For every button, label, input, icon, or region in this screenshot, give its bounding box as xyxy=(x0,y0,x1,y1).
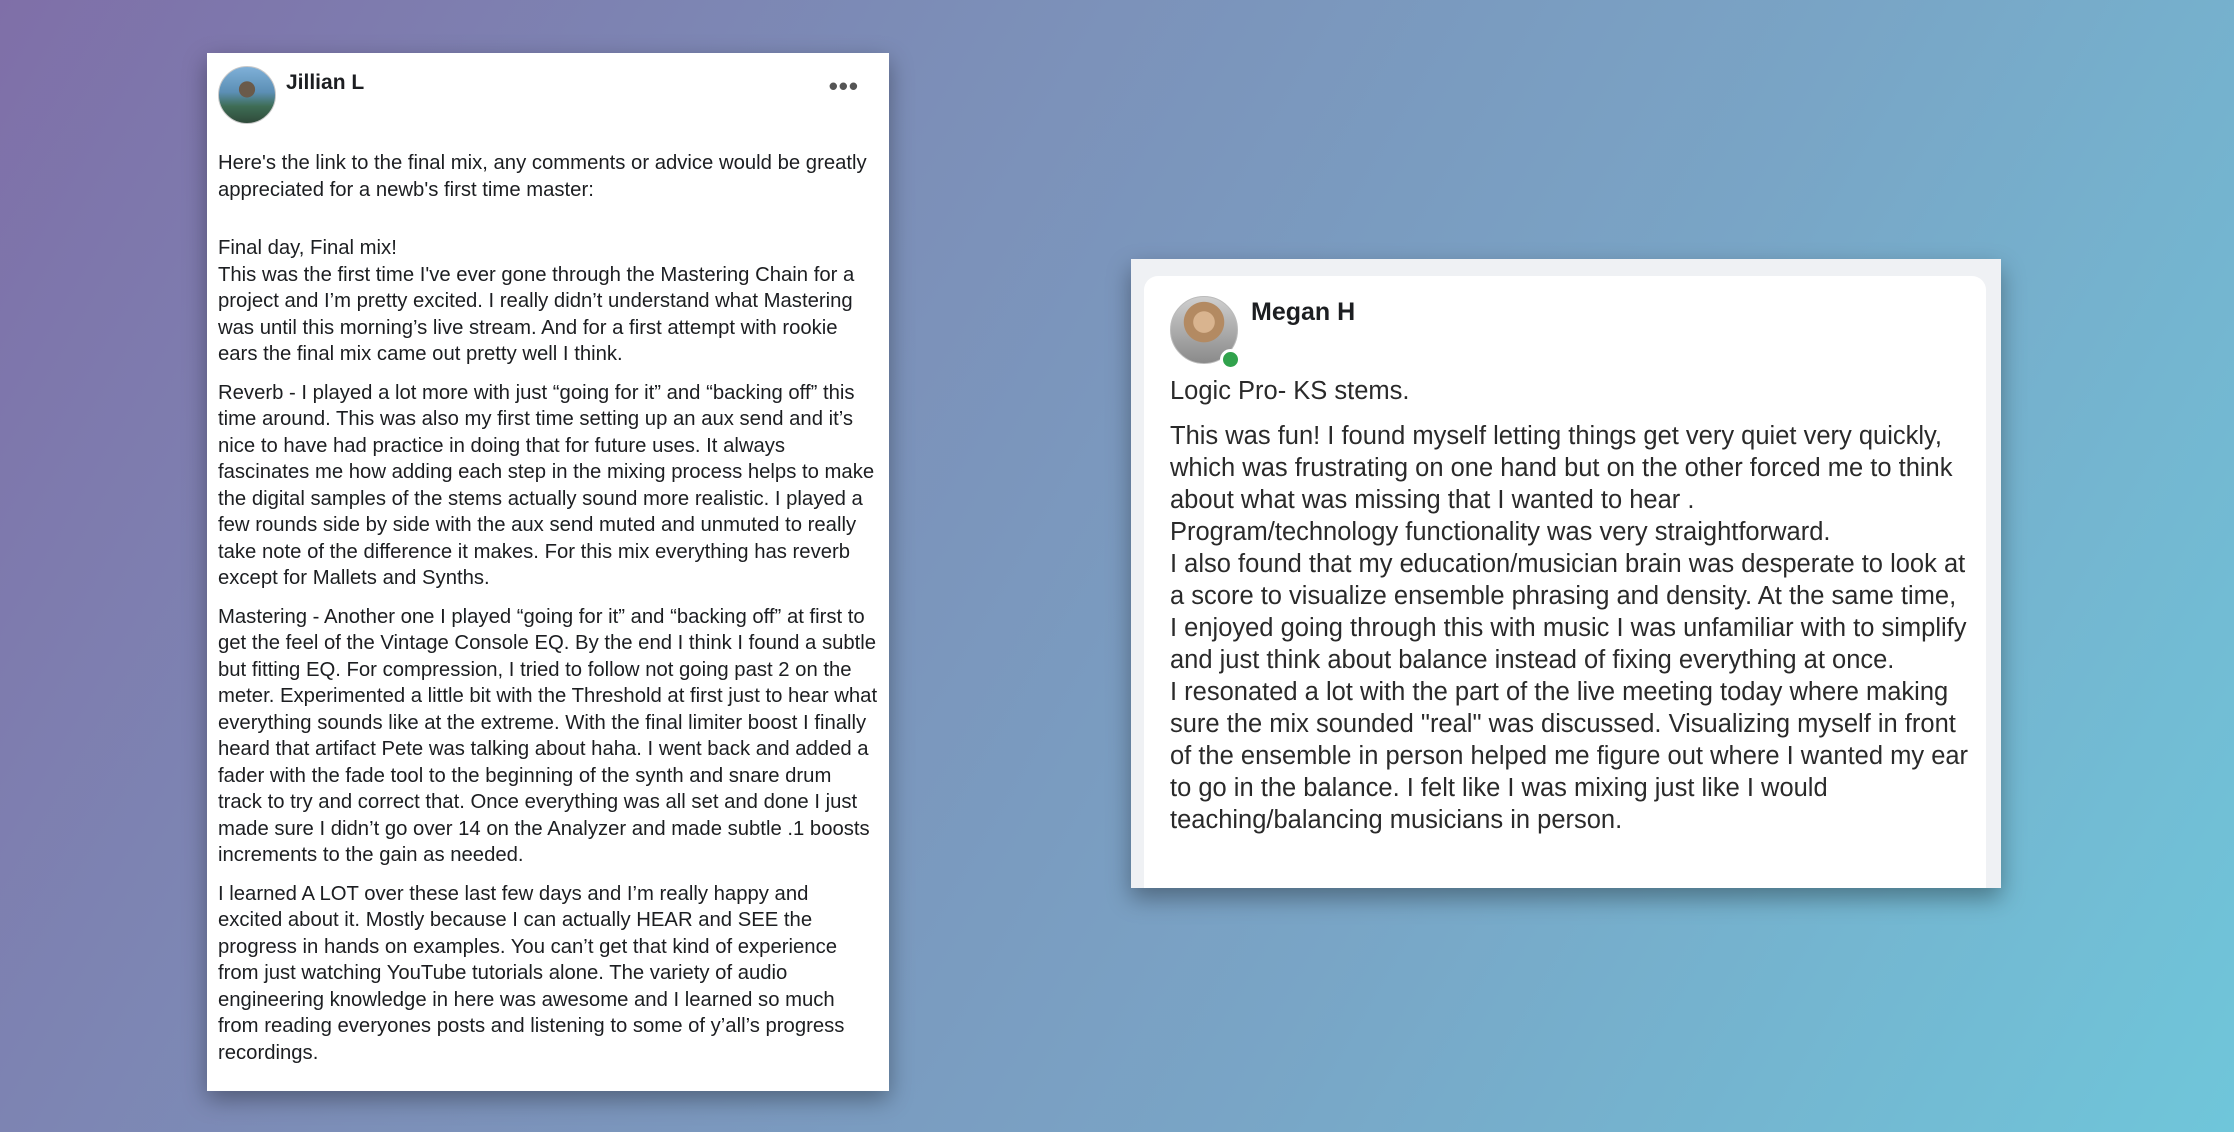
post-subject: Logic Pro- KS stems. xyxy=(1170,377,1410,405)
post-container xyxy=(1144,276,1986,888)
post-card-jillian xyxy=(207,53,889,1091)
post-paragraph-mastering: Mastering - Another one I played “going for it” and “backing off” at first to get the feel of the Vintage Console EQ. By the end I think I found a subtle but fitting EQ. For compression, I tried to follow not going past 2 on the meter. Experimented a little bit with the Threshold at first just to hear what everything sounds like at the extreme. With the final limiter boost I finally heard that artifact Pete was talking about haha. I went back and added a fader with the fade tool to the beginning of the synth and snare drum track to try and correct that. Once everything was all set and done I just made sure I didn’t go over 14 on the Analyzer and made subtle .1 boosts increments to the gain as needed. xyxy=(218,605,878,866)
post-paragraph-final-mix: Final day, Final mix! This was the first time I've ever gone through the Mastering Chain for a project and I’m pretty excited. I really didn’t understand what Mastering was until this morning’s live stream. And for a first attempt with rookie ears the final mix came out pretty well I think. xyxy=(218,237,855,365)
post-paragraph-reverb: Reverb - I played a lot more with just “going for it” and “backing off” this time around. This was also my first time setting up an aux send and it’s nice to have had practice in doing that for future uses. It always fascinates me how adding each step in the mixing process helps to make the digital samples of the stems actually sound more realistic. I played a few rounds side by side with the aux send muted and unmuted to really take note of the difference it makes. For this mix everything has reverb except for Mallets and Synths. xyxy=(218,381,875,589)
online-status-icon xyxy=(1220,349,1241,370)
post-header xyxy=(218,66,889,132)
author-name[interactable]: Megan H xyxy=(1251,298,1356,326)
post-paragraph-learned: I learned A LOT over these last few days and I’m really happy and excited about it. Mostly because I can actually HEAR and SEE the progress in hands on examples. You can’t get that kind of experience from just watching YouTube tutorials alone. The variety of audio engineering knowledge in here was awesome and I learned so much from reading everyones posts and listening to some of y’all’s progress recordings. xyxy=(218,882,845,1064)
avatar[interactable] xyxy=(218,66,276,124)
more-options-icon[interactable]: ••• xyxy=(828,71,859,101)
post-body xyxy=(1170,375,1970,836)
post-card-megan xyxy=(1131,259,2001,888)
post-text: This was fun! I found myself letting things get very quiet very quickly, which was frustrating on one hand but on the other forced me to think about what was missing that I wanted to hear . Program/technology functionality was very straightforward. I also found that my education/musician brain was desperate to look at a score to visualize ensemble phrasing and density. At the same time, I enjoyed going through this with music I was unfamiliar with to simplify and just think about balance instead of fixing everything at once. I resonated a lot with the part of the live meeting today where making sure the mix sounded "real" was discussed. Visualizing myself in front of the ensemble in person helped me figure out where I wanted my ear to go in the balance. I felt like I was mixing just like I would teaching/balancing musicians in person. xyxy=(1170,422,1969,834)
author-name[interactable]: Jillian L xyxy=(286,71,365,94)
post-body xyxy=(218,150,878,1066)
post-intro: Here's the link to the final mix, any comments or advice would be greatly appreciated for a newb's first time master: xyxy=(218,152,867,201)
